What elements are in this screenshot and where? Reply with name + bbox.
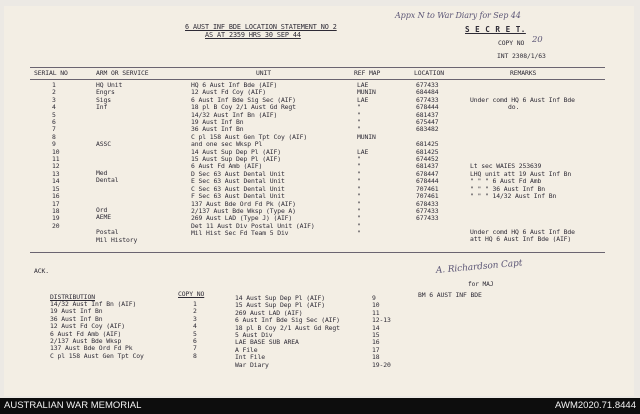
arm-cell: Dental [96, 176, 119, 185]
archive-name: AUSTRALIAN WAR MEMORIAL [4, 400, 142, 411]
unit-cell: F Sec 63 Aust Dental Unit [191, 192, 285, 201]
distribution-item: 5 Aust Div [235, 331, 273, 340]
col-unit: UNIT [256, 69, 271, 77]
archive-reference: AWM2020.71.8444 [555, 400, 636, 411]
location-cell: 677433 [416, 214, 439, 223]
distribution-left-copies [193, 301, 197, 360]
arm-cell: Engrs [96, 88, 115, 97]
col-arm: ARM OR SERVICE [96, 69, 149, 77]
serial-no: 14 [52, 177, 60, 186]
arm-cell: ASSC [96, 140, 111, 149]
ref-map-cell: " [357, 125, 361, 134]
location-cell: 674452 [416, 155, 439, 164]
arm-cell: Inf [96, 103, 108, 112]
location-cell: 677433 [416, 81, 439, 89]
table-header-rule [30, 79, 605, 80]
location-cell: 681437 [416, 110, 439, 119]
location-cell: 678444 [416, 177, 439, 186]
location-column [416, 82, 439, 223]
unit-cell: 6 Aust Inf Bde Sig Sec (AIF) [191, 95, 296, 104]
ref-map-cell: " [357, 162, 361, 171]
distribution-item: 14 Aust Sup Dep Pl (AIF) [235, 294, 325, 302]
distribution-item: 14/32 Aust Inf Bn (AIF) [50, 300, 137, 308]
remark: att HQ 6 Aust Inf Bde (AIF) [470, 235, 572, 244]
serial-no: 11 [52, 155, 60, 164]
signature: A. Richardson Capt [435, 258, 523, 276]
copy-no-label: COPY NO [498, 39, 525, 47]
arm-cell: Med [96, 169, 108, 177]
arm-cell: HQ Unit [96, 81, 123, 89]
serial-no: 12 [52, 162, 60, 171]
ack-label: ACK. [34, 267, 49, 275]
col-ref-map: REF MAP [354, 69, 381, 77]
ref-map-cell: " [357, 155, 361, 164]
distribution-item: 269 Aust LAD (AIF) [235, 308, 303, 317]
serial-no: 20 [52, 221, 60, 230]
serial-no: 7 [52, 125, 56, 134]
ref-map-cell: MUNIN [357, 88, 376, 97]
serial-no: 18 [52, 206, 60, 215]
unit-cell: Mil Hist Sec Fd Team 5 Div [191, 229, 289, 238]
distribution-item: 12 Aust Fd Coy (AIF) [50, 322, 125, 331]
ref-map-cell: " [357, 118, 361, 127]
remark: " " " 14/32 Aust Inf Bn [470, 192, 557, 200]
unit-cell: 36 Aust Inf Bn [191, 125, 244, 134]
serial-no: 17 [52, 199, 60, 208]
ref-map-cell: LAE [357, 95, 369, 104]
ref-map-cell: LAE [357, 147, 369, 156]
distribution-label: DISTRIBUTION [50, 293, 95, 301]
serial-no: 6 [52, 118, 56, 127]
ref-map-cell: " [357, 214, 361, 223]
serial-no: 4 [52, 103, 56, 112]
location-cell: 681425 [416, 140, 439, 149]
war-diary-annotation: Appx N to War Diary for Sep 44 [395, 11, 521, 20]
unit-cell: 18 pl B Coy 2/1 Aust Gd Regt [191, 103, 296, 112]
copy-number: 7 [193, 344, 197, 353]
copy-number: 17 [372, 345, 380, 354]
ref-map-cell: " [357, 229, 361, 238]
location-cell: 677433 [416, 95, 439, 104]
serial-no: 2 [52, 88, 56, 97]
ref-map-cell: " [357, 206, 361, 215]
remark: LHQ unit att 19 Aust Inf Bn [470, 169, 572, 178]
unit-cell: 269 Aust LAD (Type J) (AIF) [191, 214, 293, 223]
copy-no-header: COPY NO [178, 290, 205, 298]
ref-map-cell: " [357, 221, 361, 230]
remark: " " " 36 Aust Inf Bn [470, 184, 545, 193]
unit-cell: E Sec 63 Aust Dental Unit [191, 177, 285, 186]
serial-no: 16 [52, 192, 60, 201]
arm-cell: Postal [96, 228, 119, 237]
ref-map-cell: " [357, 192, 361, 201]
remark: do. [508, 103, 520, 112]
ref-map-cell: " [357, 177, 361, 186]
unit-cell: 12 Aust Fd Coy (AIF) [191, 88, 266, 97]
ref-map-column [357, 82, 376, 238]
serial-no: 13 [52, 169, 60, 178]
col-remarks: REMARKS [510, 69, 537, 77]
distribution-item: Int File [235, 353, 265, 362]
unit-cell: C pl 158 Aust Gen Tpt Coy (AIF) [191, 132, 308, 141]
serial-no: 8 [52, 132, 56, 141]
remark: " " " 6 Aust Fd Amb [470, 177, 542, 186]
distribution-item: 6 Aust Fd Amb (AIF) [50, 329, 122, 338]
unit-cell: 14 Aust Sup Dep Pl (AIF) [191, 147, 281, 156]
copy-number: 4 [193, 322, 197, 331]
distribution-item: A File [235, 345, 258, 354]
serial-no: 3 [52, 95, 56, 104]
copy-number: 1 [193, 300, 197, 308]
arm-cell: Ord [96, 206, 108, 214]
document-subtitle: AS AT 2359 HRS 30 SEP 44 [205, 31, 301, 39]
unit-cell: Det 11 Aust Div Postal Unit (AIF) [191, 221, 315, 230]
location-cell: 683482 [416, 125, 439, 134]
location-cell: 678444 [416, 103, 439, 112]
table-bottom-rule [30, 252, 605, 253]
copy-number: 18 [372, 353, 380, 362]
unit-cell: 15 Aust Sup Dep Pl (AIF) [191, 155, 281, 164]
copy-number: 10 [372, 301, 380, 310]
arm-cell: Mil History [96, 235, 138, 244]
copy-number: 2 [193, 307, 197, 316]
distribution-item: 137 Aust Bde Ord Fd Pk [50, 344, 133, 353]
distribution-item: War Diary [235, 360, 269, 369]
serial-no: 1 [52, 81, 56, 89]
signature-for: for MAJ [468, 281, 494, 288]
serial-no: 19 [52, 214, 60, 223]
ref-map-cell: " [357, 103, 361, 112]
copy-number: 16 [372, 338, 380, 347]
ref-map-cell: " [357, 184, 361, 193]
distribution-item: 19 Aust Inf Bn [50, 307, 103, 316]
distribution-item: 2/137 Aust Bde Wksp [50, 337, 122, 346]
unit-cell: and one sec Wksp Pl [191, 140, 263, 149]
unit-cell: 6 Aust Fd Amb (AIF) [191, 162, 263, 171]
location-cell: 707461 [416, 184, 439, 193]
serial-no: 5 [52, 110, 56, 119]
distribution-item: 15 Aust Sup Dep Pl (AIF) [235, 301, 325, 310]
distribution-left-list [50, 301, 144, 360]
remark: Under comd HQ 6 Aust Inf Bde [470, 228, 575, 236]
copy-number: 3 [193, 314, 197, 323]
remark: Lt sec WAIES 253639 [470, 162, 542, 171]
document-title: 6 AUST INF BDE LOCATION STATEMENT NO 2 [185, 23, 337, 31]
arm-cell: Sigs [96, 95, 111, 104]
signature-bm: BM 6 AUST INF BDE [418, 291, 482, 299]
copy-number: 15 [372, 331, 380, 340]
distribution-item: 36 Aust Inf Bn [50, 314, 103, 323]
serial-no: 15 [52, 184, 60, 193]
copy-number: 11 [372, 308, 380, 317]
unit-cell: 137 Aust Bde Ord Fd Pk (AIF) [191, 199, 296, 208]
unit-cell: HQ 6 Aust Inf Bde (AIF) [191, 81, 278, 89]
location-cell: 707461 [416, 192, 439, 201]
serial-no: 9 [52, 140, 56, 149]
location-cell: 681437 [416, 162, 439, 171]
distribution-item: C pl 158 Aust Gen Tpt Coy [50, 351, 144, 360]
unit-cell: C Sec 63 Aust Dental Unit [191, 184, 285, 193]
location-cell: 684484 [416, 88, 439, 97]
remark: Under comd HQ 6 Aust Inf Bde [470, 95, 575, 104]
unit-cell: 19 Aust Inf Bn [191, 118, 244, 127]
copy-number: 8 [193, 351, 197, 360]
col-serial: SERIAL NO [34, 69, 68, 77]
unit-cell: 14/32 Aust Inf Bn (AIF) [191, 110, 278, 119]
copy-number: 5 [193, 329, 197, 338]
serial-column [52, 82, 60, 230]
location-cell: 681425 [416, 147, 439, 156]
copy-number: 14 [372, 323, 380, 332]
int-reference: INT 2308/1/63 [497, 52, 546, 60]
distribution-right-list [235, 295, 340, 369]
copy-number: 6 [193, 337, 197, 346]
copy-number: 19-20 [372, 360, 391, 369]
location-cell: 675447 [416, 118, 439, 127]
archive-caption-bar [0, 398, 640, 414]
unit-column [191, 82, 315, 238]
copy-number: 12-13 [372, 316, 391, 325]
distribution-item: 6 Aust Inf Bde Sig Sec (AIF) [235, 316, 340, 325]
classification: S E C R E T. [465, 25, 526, 34]
location-cell: 677433 [416, 206, 439, 215]
ref-map-cell: MUNIN [357, 132, 376, 141]
serial-no: 10 [52, 147, 60, 156]
copy-number: 9 [372, 294, 376, 302]
unit-cell: 2/137 Aust Bde Wksp (Type A) [191, 206, 296, 215]
arm-cell: AEME [96, 213, 111, 222]
distribution-item: LAE BASE SUB AREA [235, 338, 299, 347]
location-cell: 678447 [416, 169, 439, 178]
copy-no-value: 20 [532, 35, 543, 45]
location-cell: 678433 [416, 199, 439, 208]
ref-map-cell: " [357, 199, 361, 208]
distribution-right-copies [372, 295, 391, 369]
distribution-item: 18 pl B Coy 2/1 Aust Gd Regt [235, 323, 340, 332]
ref-map-cell: LAE [357, 81, 369, 89]
unit-cell: D Sec 63 Aust Dental Unit [191, 169, 285, 178]
ref-map-cell: " [357, 110, 361, 119]
col-location: LOCATION [414, 69, 444, 77]
ref-map-cell: " [357, 169, 361, 178]
table-top-rule [30, 67, 605, 68]
